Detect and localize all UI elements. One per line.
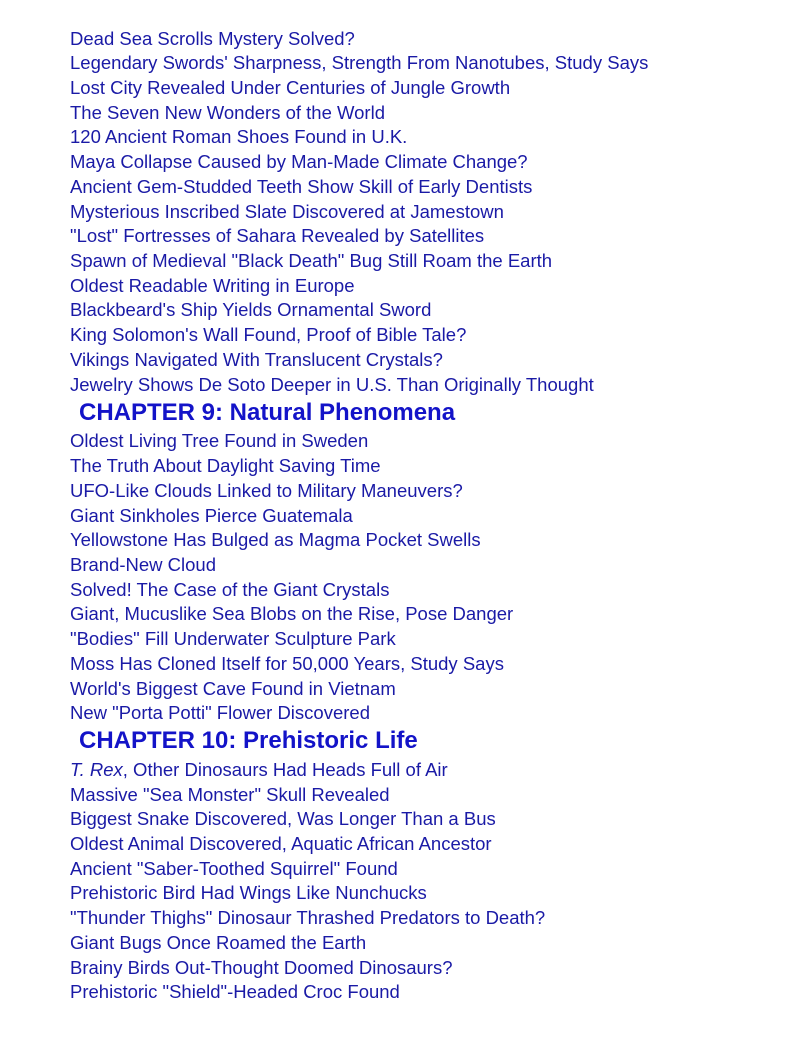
toc-link[interactable]: Giant Sinkholes Pierce Guatemala bbox=[70, 505, 353, 526]
toc-link[interactable]: The Truth About Daylight Saving Time bbox=[70, 455, 381, 476]
toc-link[interactable]: "Bodies" Fill Underwater Sculpture Park bbox=[70, 628, 396, 649]
toc-link[interactable]: Yellowstone Has Bulged as Magma Pocket Swells bbox=[70, 529, 481, 550]
toc-link[interactable]: Jewelry Shows De Soto Deeper in U.S. Than Originally Thought bbox=[70, 374, 594, 395]
toc-link[interactable]: 120 Ancient Roman Shoes Found in U.K. bbox=[70, 126, 408, 147]
toc-link[interactable]: Prehistoric Bird Had Wings Like Nunchucks bbox=[70, 882, 427, 903]
toc-link[interactable]: Brand-New Cloud bbox=[70, 554, 217, 575]
toc-link[interactable]: Ancient Gem-Studded Teeth Show Skill of Early Dentists bbox=[70, 176, 533, 197]
toc-link[interactable]: "Thunder Thighs" Dinosaur Thrashed Predators to Death? bbox=[70, 907, 546, 928]
toc-link[interactable]: Oldest Readable Writing in Europe bbox=[70, 275, 355, 296]
toc-link[interactable]: Prehistoric "Shield"-Headed Croc Found bbox=[70, 981, 400, 1002]
toc-link-italic-part: T. Rex bbox=[70, 759, 123, 780]
toc-link[interactable]: Maya Collapse Caused by Man-Made Climate Change? bbox=[70, 151, 528, 172]
toc-link[interactable]: New "Porta Potti" Flower Discovered bbox=[70, 702, 370, 723]
toc-link[interactable]: The Seven New Wonders of the World bbox=[70, 102, 385, 123]
toc-link[interactable]: Massive "Sea Monster" Skull Revealed bbox=[70, 784, 390, 805]
toc-link[interactable]: Spawn of Medieval "Black Death" Bug Still Roam the Earth bbox=[70, 250, 553, 271]
toc-link[interactable]: Dead Sea Scrolls Mystery Solved? bbox=[70, 28, 355, 49]
toc-link[interactable]: Oldest Living Tree Found in Sweden bbox=[70, 430, 369, 451]
toc-link[interactable]: King Solomon's Wall Found, Proof of Bible Tale? bbox=[70, 324, 467, 345]
toc-link[interactable]: Mysterious Inscribed Slate Discovered at Jamestown bbox=[70, 201, 504, 222]
toc-link[interactable]: UFO-Like Clouds Linked to Military Maneuvers? bbox=[70, 480, 463, 501]
toc-link[interactable]: "Lost" Fortresses of Sahara Revealed by Satellites bbox=[70, 225, 485, 246]
toc-link[interactable]: Ancient "Saber-Toothed Squirrel" Found bbox=[70, 858, 398, 879]
toc-link[interactable]: Legendary Swords' Sharpness, Strength From Nanotubes, Study Says bbox=[70, 52, 649, 73]
toc-link[interactable]: Moss Has Cloned Itself for 50,000 Years, Study Says bbox=[70, 653, 504, 674]
toc-link[interactable]: Blackbeard's Ship Yields Ornamental Sword bbox=[70, 299, 432, 320]
toc-link[interactable]: Solved! The Case of the Giant Crystals bbox=[70, 579, 390, 600]
toc-link[interactable]: World's Biggest Cave Found in Vietnam bbox=[70, 678, 396, 699]
chapter-heading: CHAPTER 9: Natural Phenomena bbox=[79, 399, 456, 426]
toc-link[interactable] bbox=[70, 758, 448, 782]
chapter-heading: CHAPTER 10: Prehistoric Life bbox=[79, 727, 418, 754]
toc-link[interactable]: Giant Bugs Once Roamed the Earth bbox=[70, 932, 367, 953]
toc-link[interactable]: Biggest Snake Discovered, Was Longer Than a Bus bbox=[70, 808, 496, 829]
toc-link[interactable]: Oldest Animal Discovered, Aquatic African Ancestor bbox=[70, 833, 492, 854]
toc-link[interactable]: Giant, Mucuslike Sea Blobs on the Rise, Pose Danger bbox=[70, 603, 514, 624]
toc-link-rest: , Other Dinosaurs Had Heads Full of Air bbox=[122, 759, 448, 780]
toc-link[interactable]: Brainy Birds Out-Thought Doomed Dinosaurs? bbox=[70, 957, 453, 978]
toc-link[interactable]: Lost City Revealed Under Centuries of Jungle Growth bbox=[70, 77, 511, 98]
toc-link[interactable]: Vikings Navigated With Translucent Crystals? bbox=[70, 349, 443, 370]
